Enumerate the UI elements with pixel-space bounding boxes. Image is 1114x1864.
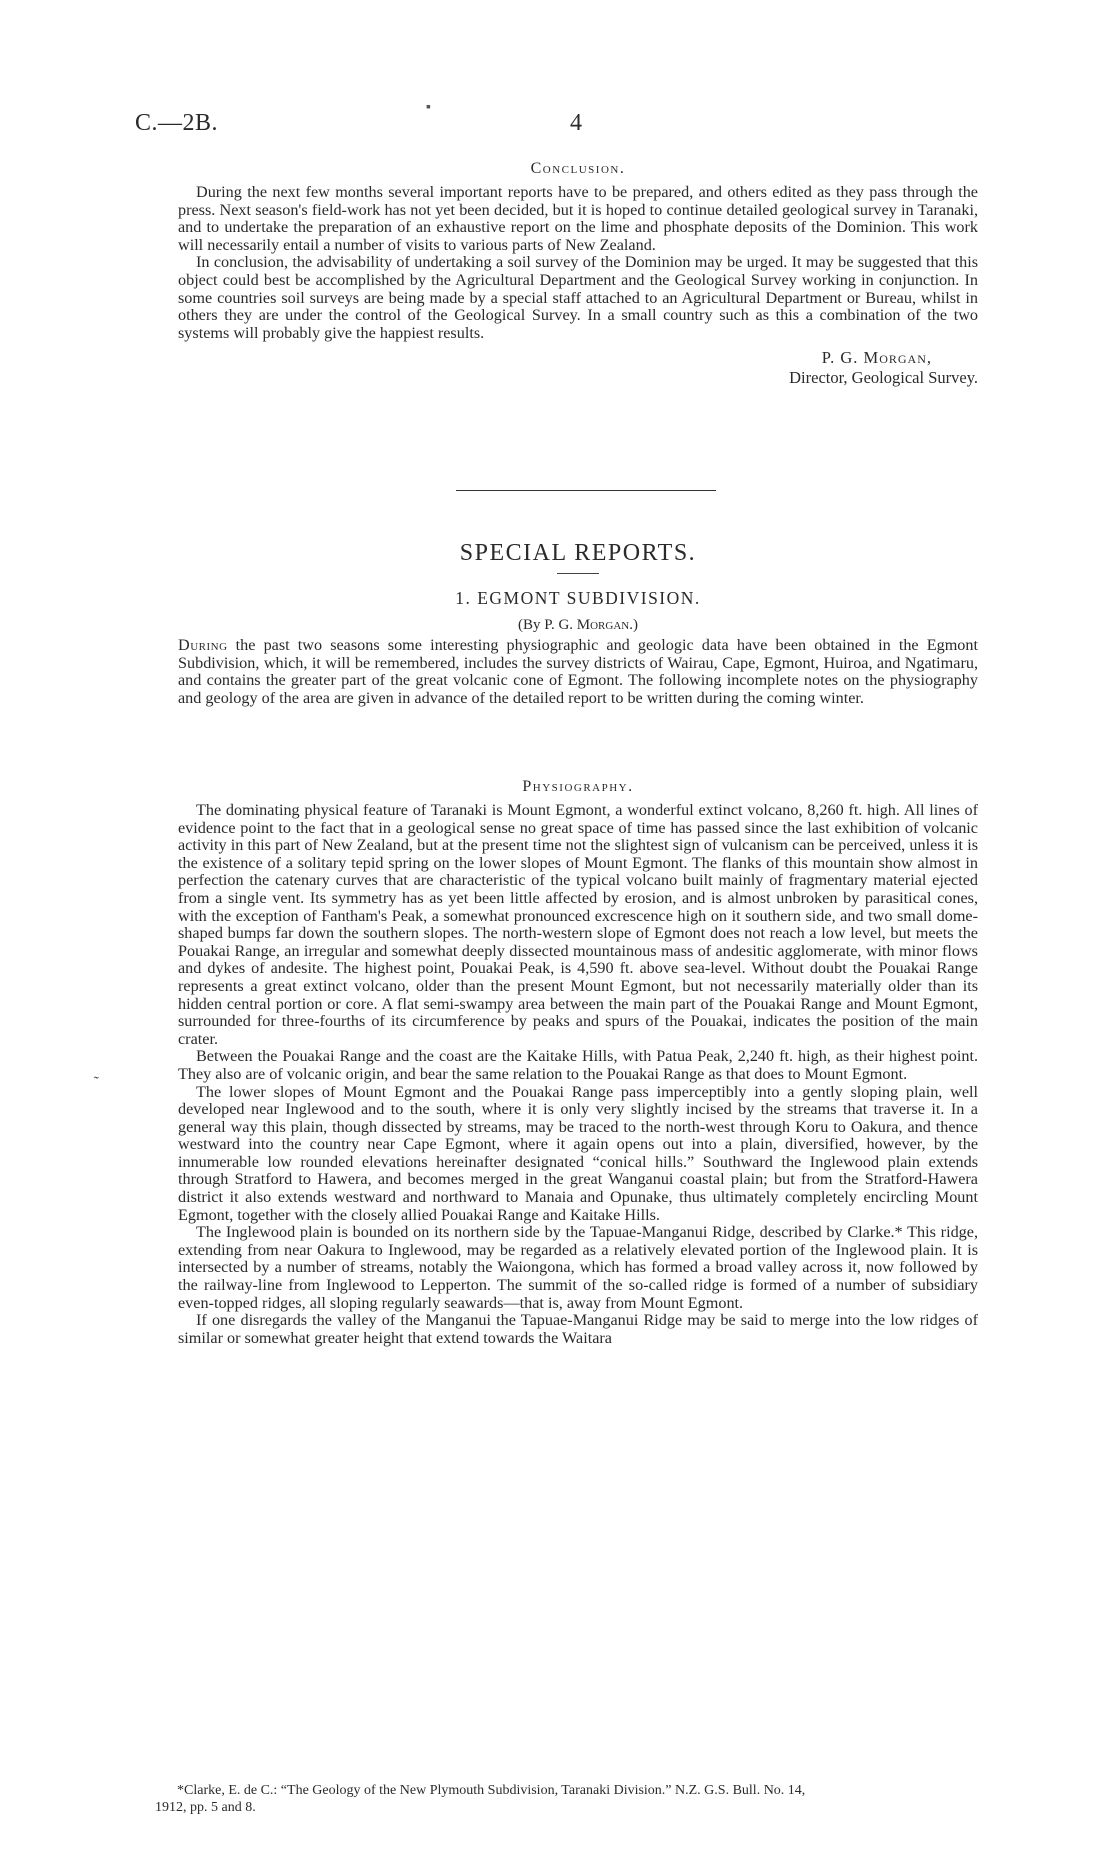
conclusion-heading: Conclusion. <box>530 160 626 177</box>
conclusion-paragraph: In conclusion, the advisability of undertaking a soil survey of the Dominion may be urged. It may be suggested that this object could best be accomplished by the Agricultural Department and the Geological Survey working in conjunction. In some countries soil surveys are being made by a special staff attached to an Agricultural Department or Bureau, whilst in others they are under the control of the Geological Survey. In a small country such as this a combination of the two systems will probably give the happiest results. <box>178 253 978 342</box>
conclusion-section <box>178 160 978 388</box>
footnote-line: *Clarke, E. de C.: “The Geology of the New Plymouth Subdivision, Taranaki Division.” N.Z. G.S. Bull. No. 14, <box>177 1783 806 1798</box>
footnote-line: 1912, pp. 5 and 8. <box>155 1800 256 1815</box>
footnote <box>155 1782 980 1816</box>
physiography-paragraph: Between the Pouakai Range and the coast are the Kaitake Hills, with Patua Peak, 2,240 ft. high, as their highest point. They also are of volcanic origin, and bear the same relation to the Pouakai Range as that does to Mount Egmont. <box>178 1047 978 1083</box>
section-divider <box>456 490 716 491</box>
byline <box>178 617 978 634</box>
byline-suffix: ) <box>632 617 638 633</box>
byline-prefix: (By <box>518 617 541 633</box>
intro-text: the past two seasons some interesting physiographic and geologic data have been obtained in the Egmont Subdivision, which, it will be remembered, includes the survey districts of Wairau, Cape, Egmont, Huiroa, and Ngatimaru, and contains the greater part of the great volcanic cone of Egmont. The following incomplete notes on the physiography and geology of the area are given in advance of the detailed report to be written during the coming winter. <box>178 636 978 707</box>
section-title: 1. EGMONT SUBDIVISION. <box>455 588 701 608</box>
page-number: 4 <box>570 110 583 136</box>
intro-paragraph <box>178 637 978 707</box>
intro-first-word: During <box>178 636 228 654</box>
signature-name: P. G. Morgan, <box>821 348 932 368</box>
physiography-paragraph: If one disregards the valley of the Manganui the Tapuae-Manganui Ridge may be said to merge into the low ridges of similar or somewhat greater height that extend towards the Waitara <box>178 1311 978 1347</box>
margin-mark: ˷ <box>94 1065 99 1080</box>
byline-author: P. G. Morgan. <box>544 617 633 633</box>
signature-block <box>178 348 978 388</box>
physiography-paragraph: The lower slopes of Mount Egmont and the Pouakai Range pass imperceptibly into a gently sloping plain, well developed near Inglewood and to the south, where it is only very slightly incised by the streams that traverse it. In a general way this plain, though dissected by streams, may be traced to the north-west through Koru to Oakura, and thence westward into the country near Cape Egmont, where it again opens out into a plain, diversified, however, by the innumerable low rounded elevations hereinafter designated “conical hills.” Southward the Inglewood plain extends through Stratford to Hawera, and becomes merged in the great Wanganui coastal plain; but from the Stratford-Hawera district it also extends westward and northward to Manaia and Opunake, thus ultimately completely encircling Mount Egmont, together with the closely allied Pouakai Range and Kaitake Hills. <box>178 1082 978 1224</box>
signature-title: Director, Geological Survey. <box>789 368 978 388</box>
physiography-paragraph: The dominating physical feature of Taranaki is Mount Egmont, a wonderful extinct volcano, 8,260 ft. high. All lines of evidence point to the fact that in a geological sense no great space of time has passed since the last exhibition of volcanic activity in this part of New Zealand, but at the present time not the slightest sign of vulcanism can be perceived, unless it is the existence of a solitary tepid spring on the lower slopes of Mount Egmont. The flanks of this mountain show almost in perfection the catenary curves that are characteristic of the typical volcano built mainly of fragmentary material ejected from a single vent. Its symmetry has as yet been little affected by erosion, and is almost unbroken by parasitical cones, with the exception of Fantham's Peak, a somewhat pronounced excrescence high on it southern side, and two small dome-shaped bumps far down the southern slopes. The north-western slope of Egmont does not reach a low level, but meets the Pouakai Range, an irregular and somewhat deeply dissected mountainous mass of andesitic agglomerate, with minor flows and dykes of andesite. The highest point, Pouakai Peak, is 4,590 ft. above sea-level. Without doubt the Pouakai Range represents a great extinct volcano, older than the present Mount Egmont, but not necessarily materially older than its hidden central portion or core. A flat semi-swampy area between the main part of the Pouakai Range and Mount Egmont, surrounded for three-fourths of its circumference by peaks and spurs of the Pouakai, indicates the position of the main crater. <box>178 801 978 1048</box>
conclusion-paragraph: During the next few months several important reports have to be prepared, and others edited as they pass through the press. Next season's field-work has not yet been decided, but it is hoped to continue detailed geological survey in Taranaki, and to undertake the preparation of an exhaustive report on the lime and phosphate deposits of the Dominion. This work will necessarily entail a number of visits to various parts of New Zealand. <box>178 183 978 254</box>
special-reports-section <box>178 540 978 707</box>
print-speck: ▪ <box>426 100 431 115</box>
special-reports-title: SPECIAL REPORTS. <box>459 540 697 566</box>
physiography-section <box>178 778 978 1347</box>
physiography-heading: Physiography. <box>522 778 634 795</box>
physiography-paragraph: The Inglewood plain is bounded on its northern side by the Tapuae-Manganui Ridge, described by Clarke.* This ridge, extending from near Oakura to Inglewood, may be regarded as a relatively elevated portion of the Inglewood plain. It is intersected by a number of streams, notably the Waiongona, which has formed a broad valley across it, now followed by the railway-line from Inglewood to Lepperton. The summit of the so-called ridge is formed of a number of subsidiary even-topped ridges, all sloping regularly seawards—that is, away from Mount Egmont. <box>178 1223 978 1312</box>
document-reference: C.—2B. <box>135 110 219 136</box>
